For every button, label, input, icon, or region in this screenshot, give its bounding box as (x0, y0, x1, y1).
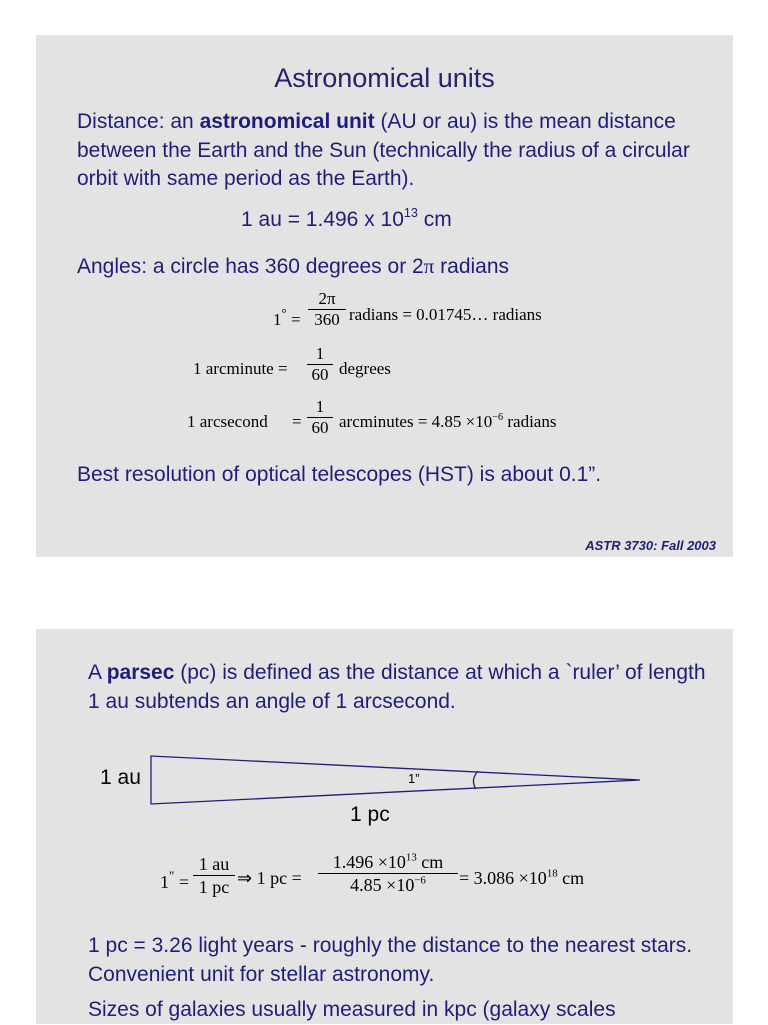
arcsecond-equals: = (292, 412, 302, 431)
au-over-pc-numerator: 1 au (193, 853, 235, 876)
parsec-eq-result (459, 868, 584, 889)
degree-equals: = (290, 310, 301, 329)
arcsecond-symbol: " (169, 868, 175, 883)
au-equation (241, 206, 452, 235)
parsec-eq-one: 1 (160, 872, 169, 892)
au-definition-term: astronomical unit (199, 110, 375, 133)
angles-pre: Angles: a circle has 360 degrees or 2 (77, 255, 424, 278)
angles-statement (77, 252, 509, 282)
numerator-base: 1.496 ×10 (332, 852, 406, 872)
au-definition-post: (AU or au) is the mean distance between the Earth and the Sun (technically the radius of a circular orbit with same period as the Earth). (77, 110, 690, 190)
arcminute-numerator: 1 (307, 344, 333, 365)
parsec-eq-equals: = (178, 872, 189, 892)
result-unit: cm (557, 868, 585, 888)
arcsecond-rhs (339, 412, 556, 432)
parsec-eq-implication: ⇒ 1 pc = (237, 868, 302, 888)
parsec-definition-post: (pc) is defined as the distance at which a `ruler’ of length 1 au subtends an angle of 1 arcsecond. (88, 661, 706, 713)
light-years-statement: 1 pc = 3.26 light years - roughly the distance to the nearest stars. Convenient unit for stellar astronomy. (88, 934, 693, 986)
slide-title: Astronomical units (274, 63, 495, 93)
degree-fraction (308, 289, 346, 330)
degree-lhs (273, 305, 301, 330)
parsec-value-numerator (318, 851, 458, 874)
parsec-eq-lhs (160, 868, 189, 893)
au-definition-pre: Distance: an (77, 110, 200, 133)
pi-symbol: π (423, 254, 435, 278)
arcsecond-denominator: 60 (311, 418, 329, 437)
angle-arc (473, 771, 478, 789)
degree-fraction-numerator: 2π (308, 289, 346, 310)
denominator-base: 4.85 ×10 (350, 875, 415, 895)
parsec-value-denominator (318, 874, 458, 896)
parsec-definition (88, 659, 708, 716)
arcminute-rhs: degrees (339, 359, 391, 378)
diagram-pc-label: 1 pc (350, 803, 390, 826)
slide-parsec (36, 629, 733, 1024)
arcsecond-numerator: 1 (307, 397, 333, 418)
diagram-angle-label: 1” (408, 771, 420, 786)
resolution-statement: Best resolution of optical telescopes (HST) is about 0.1”. (77, 463, 602, 486)
arcsecond-rhs-unit: radians (503, 412, 557, 431)
degree-rhs: radians = 0.01745… radians (349, 305, 542, 324)
arcminute-fraction (307, 344, 333, 385)
arcminute-lhs: 1 arcminute = (193, 359, 288, 378)
result-base: = 3.086 ×10 (459, 868, 547, 888)
denominator-exponent: −6 (414, 874, 426, 887)
au-eq-unit: cm (417, 208, 452, 231)
numerator-unit: cm (416, 852, 444, 872)
degree-fraction-denominator: 360 (314, 310, 340, 329)
arcsecond-fraction (307, 397, 333, 438)
parsec-definition-term: parsec (106, 661, 175, 684)
arcsecond-rhs-base: arcminutes = 4.85 ×10 (339, 412, 493, 431)
slide-astronomical-units (36, 35, 733, 557)
arcminute-denominator: 60 (311, 365, 329, 384)
degree-one: 1 (273, 310, 282, 329)
au-over-pc-denominator: 1 pc (198, 877, 230, 897)
au-eq-base: 1 au = 1.496 x 10 (241, 208, 404, 231)
result-exponent: 18 (546, 867, 558, 880)
au-definition (77, 108, 697, 194)
parsec-value-fraction (318, 851, 458, 896)
parsec-definition-pre: A (88, 661, 107, 684)
arcsecond-rhs-exponent: −6 (492, 411, 504, 423)
parsec-triangle (151, 756, 640, 804)
course-footer: ASTR 3730: Fall 2003 (585, 538, 716, 553)
au-eq-exponent: 13 (403, 206, 418, 221)
au-over-pc-fraction (193, 853, 235, 898)
degree-symbol: ° (281, 305, 287, 320)
diagram-au-label: 1 au (100, 766, 141, 789)
numerator-exponent: 13 (405, 851, 417, 864)
parsec-triangle-diagram (146, 753, 646, 807)
angles-post: radians (434, 255, 510, 278)
galaxy-sizes-statement: Sizes of galaxies usually measured in kpc (galaxy scales (88, 998, 616, 1021)
arcsecond-lhs: 1 arcsecond (187, 412, 268, 431)
